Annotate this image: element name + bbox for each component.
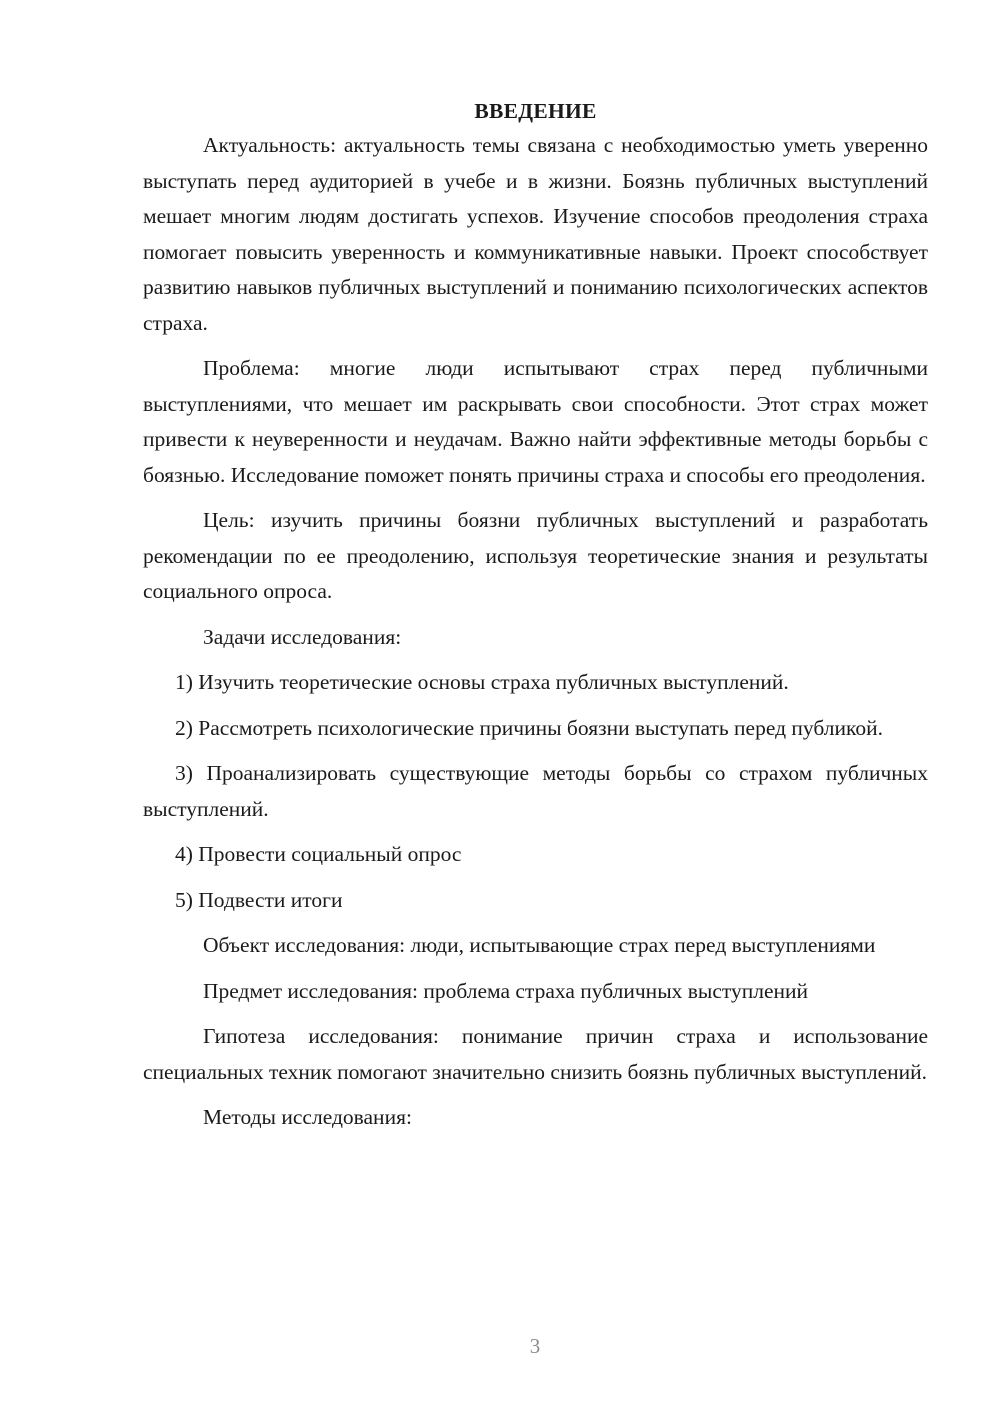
paragraph-goal: Цель: изучить причины боязни публичных выступлений и разработать рекомендации по ее преодолению, используя теоретические знания и результаты социального опроса. [143, 508, 928, 603]
paragraph-object: Объект исследования: люди, испытывающие страх перед выступлениями [203, 933, 876, 957]
paragraph-subject: Предмет исследования: проблема страха публичных выступлений [203, 978, 809, 1003]
document-page [143, 96, 928, 1136]
task-item-4: 4) Провести социальный опрос [175, 842, 462, 866]
task-item-3: 3) Проанализировать существующие методы борьбы со страхом публичных выступлений. [143, 761, 928, 821]
paragraph-relevance: Актуальность: актуальность темы связана с необходимостью уметь уверенно выступать перед аудиторией в учебе и в жизни. Боязнь публичных выступлений мешает многим людям достигать успехов. Изучение способов преодоления страха помогает повысить уверенность и коммуникативные навыки. Проект способствует развитию навыков публичных выступлений и пониманию психологических аспектов страха. [143, 133, 928, 335]
task-item-2: 2) Рассмотреть психологические причины боязни выступать перед публикой. [175, 715, 884, 740]
paragraph-methods: Методы исследования: [203, 1105, 412, 1129]
task-item-5: 5) Подвести итоги [175, 887, 343, 912]
task-item-1: 1) Изучить теоретические основы страха публичных выступлений. [175, 670, 789, 694]
page-title: ВВЕДЕНИЕ [474, 99, 597, 123]
paragraph-hypothesis: Гипотеза исследования: понимание причин страха и использование специальных техник помогают значительно снизить боязнь публичных выступлений. [143, 1024, 928, 1084]
page-number: 3 [529, 1334, 541, 1358]
tasks-heading: Задачи исследования: [203, 624, 402, 649]
paragraph-problem: Проблема: многие люди испытывают страх перед публичными выступлениями, что мешает им раскрывать свои способности. Этот страх может привести к неуверенности и неудачам. Важно найти эффективные методы борьбы с боязнью. Исследование поможет понять причины страха и способы его преодоления. [143, 356, 928, 487]
